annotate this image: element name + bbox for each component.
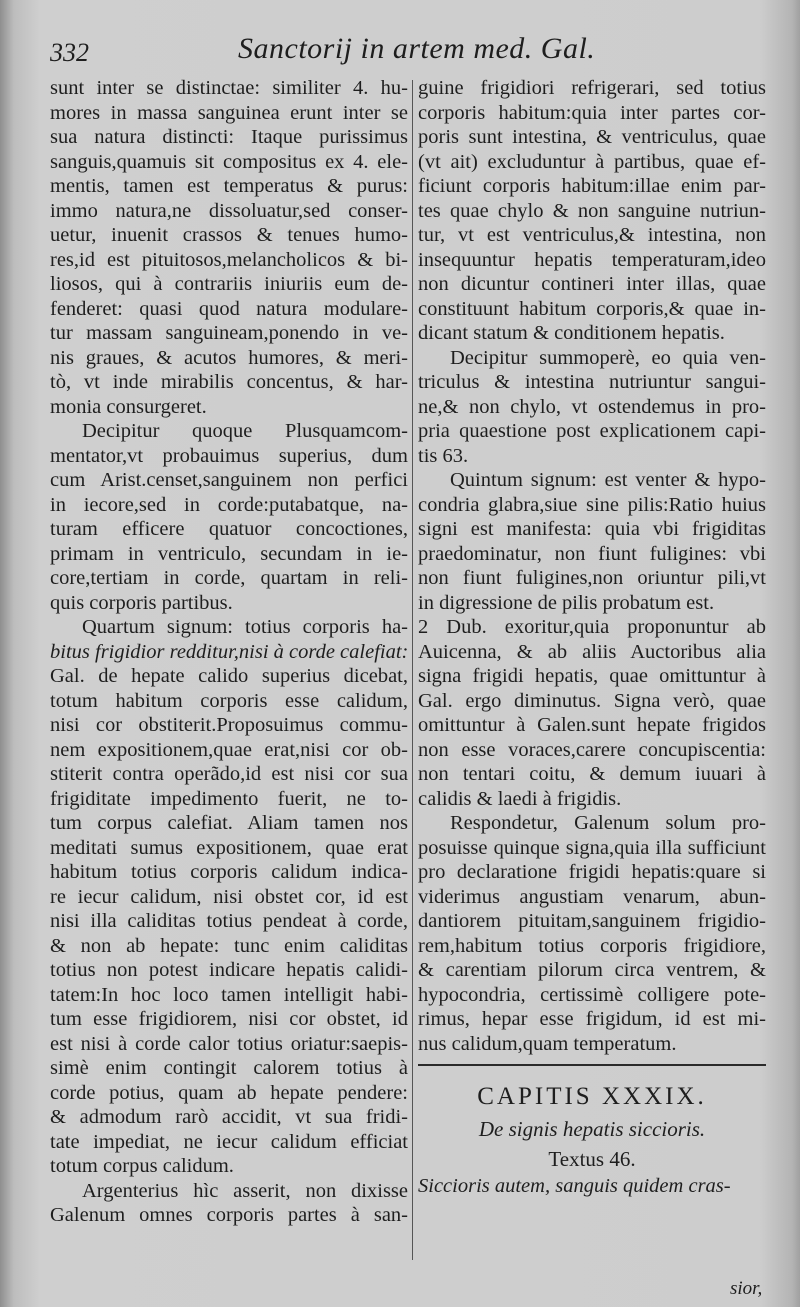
text-line: nisi cor obstiterit.Proposuimus commu- <box>50 714 408 736</box>
text-line: nis graues, & acutos humores, & meri- <box>50 346 408 369</box>
text-line: omittuntur à Galen.sunt hepate frigidos <box>418 714 766 736</box>
text-line: corde potius, quam ab hepate pendere: <box>50 1081 408 1104</box>
right-column <box>418 76 766 1199</box>
text-line: non dicuntur contineri inter illas, quae <box>418 273 766 295</box>
chapter-heading: CAPITIS XXXIX. <box>477 1083 707 1110</box>
text-line: turam efficere quatuor concoctiones, <box>50 518 408 540</box>
text-line: (vt ait) excluduntur à partibus, quae ef- <box>418 150 766 173</box>
text-line: dantiorem pituitam,sanguinem frigidio- <box>418 910 766 932</box>
text-line: res,id est pituitosos,melancholicos & bi- <box>50 248 408 271</box>
text-line: constituunt habitum corporis,& quae in- <box>418 297 766 320</box>
text-line: tur massam sanguineam,ponendo in ve- <box>50 322 408 344</box>
text-line: tum esse frigidiorem, nisi cor obstet, id <box>50 1008 408 1030</box>
text-line: hypocondria, certissimè colligere pote- <box>418 983 766 1006</box>
text-line: Respondetur, Galenum solum pro- <box>450 812 766 834</box>
text-line: Quintum signum: est venter & hypo- <box>450 469 766 491</box>
text-line: corporis habitum:quia inter partes cor- <box>418 101 766 124</box>
text-line: Decipitur summoperè, eo quia ven- <box>450 346 766 369</box>
running-title: Sanctorij in artem med. Gal. <box>238 32 596 65</box>
text-line: Galenum omnes corporis partes à san- <box>50 1204 408 1226</box>
text-line: totius non potest indicare hepatis calidi- <box>50 959 408 981</box>
text-line: & non ab hepate: tunc enim caliditas <box>50 934 408 957</box>
text-line: insequuntur hepatis temperaturam,ideo <box>418 248 766 271</box>
text-line: in digressione de pilis probatum est. <box>418 591 715 614</box>
text-line: mentis, tamen est temperatus & purus: <box>50 175 408 197</box>
text-line: Decipitur quoque Plusquamcom- <box>82 420 408 442</box>
text-line: praedominatur, non fiunt fuligines: vbi <box>418 542 766 565</box>
text-line: ficiunt corporis habitum:illae enim par- <box>418 175 766 197</box>
text-line: Argenterius hìc asserit, non dixisse <box>82 1179 408 1202</box>
text-line: nus calidum,quam temperatum. <box>418 1032 677 1055</box>
text-line: tate impediat, ne iecur calidum efficiat <box>50 1130 408 1153</box>
text-line: tur, vt est ventriculus,& intestina, non <box>418 224 766 246</box>
lemma-line: Siccioris autem, sanguis quidem cras- <box>418 1175 731 1197</box>
text-line: mentator,vt probauimus superius, dum <box>50 444 408 467</box>
text-line: rimus, hepar esse frigidum, id est mi- <box>418 1008 766 1030</box>
text-line: & admodum rarò accidit, vt sua fridi- <box>50 1106 408 1128</box>
left-column <box>50 76 408 1228</box>
text-line: 2 Dub. exoritur,quia proponuntur ab <box>418 616 766 638</box>
text-line: cum Arist.censet,sanguinem non perfici <box>50 469 408 491</box>
chapter-subtitle: De signis hepatis siccioris. <box>478 1117 706 1141</box>
textus-label: Textus 46. <box>548 1147 636 1171</box>
text-line: totum habitum corporis esse calidum, <box>50 689 408 712</box>
text-line: rem,habitum totius corporis frigidiore, <box>418 934 766 957</box>
column-divider <box>412 80 413 1260</box>
page-header <box>0 30 800 70</box>
text-line: quis corporis partibus. <box>50 591 233 614</box>
text-line: tis 63. <box>418 444 469 467</box>
text-line: non tentari coitu, & demum iuuari à <box>418 763 766 785</box>
text-line: tum corpus calefiat. Aliam tamen nos <box>50 812 408 834</box>
text-line: fenderet: quasi quod natura modulare- <box>50 297 408 320</box>
text-line: Gal. de hepate calido superius dicebat, <box>50 665 408 687</box>
text-line: immo natura,ne dissoluatur,sed conser- <box>50 199 408 222</box>
text-line: core,tertiam in corde, quartam in reli- <box>50 567 408 589</box>
chapter-rule <box>418 1064 766 1066</box>
text-line: Quartum signum: totius corporis ha- <box>82 616 408 638</box>
text-line: tes quae chylo & non sanguine nutriun- <box>418 199 766 222</box>
text-line: tatem:In hoc loco tamen intelligit habi- <box>50 983 408 1006</box>
text-line: sunt inter se distinctae: similiter 4. hu- <box>50 77 408 99</box>
text-line: tò, vt inde mirabilis concentus, & har- <box>50 371 408 393</box>
page-number: 332 <box>50 38 89 67</box>
text-line: dicant statum & conditionem hepatis. <box>418 322 725 344</box>
text-line: bitus frigidior redditur,nisi à corde calefiat: <box>50 640 408 663</box>
text-line: primam in ventriculo, secundam in ie- <box>50 542 408 565</box>
text-line: triculus & intestina nutriuntur sangui- <box>418 371 766 393</box>
text-line: & carentiam pilorum circa ventrem, & <box>418 959 766 981</box>
text-line: posuisse quinque signa,quia illa sufficiunt <box>418 836 766 859</box>
text-line: monia consurgeret. <box>50 395 207 418</box>
text-line: signa frigidi hepatis, quae omittuntur à <box>418 665 766 687</box>
text-line: guine frigidiori refrigerari, sed totius <box>418 77 766 99</box>
text-line: uetur, inuenit crassos & tenues humo- <box>50 224 408 246</box>
text-line: sanguis,quamuis sit compositus ex 4. ele- <box>50 150 408 173</box>
catchword: sior, <box>730 1278 763 1299</box>
text-line: signi est manifesta: quia vbi frigiditas <box>418 518 766 540</box>
text-line: re iecur calidum, nisi obstet cor, id est <box>50 885 408 908</box>
text-line: mores in massa sanguinea erunt inter se <box>50 101 408 124</box>
text-line: nem expositionem,quae erat,nisi cor ob- <box>50 738 408 761</box>
text-line: est nisi à corde calor totius oriatur:saepis- <box>50 1032 408 1055</box>
text-line: condria glabra,siue sine pilis:Ratio huius <box>418 493 766 516</box>
text-line: frigiditate impedimento fuerit, ne to- <box>50 787 408 810</box>
text-line: pria quaestione post explicationem capi- <box>418 420 766 442</box>
text-line: simè enim contingit calorem totius à <box>50 1057 408 1079</box>
text-line: Gal. ergo diminutus. Signa verò, quae <box>418 689 766 712</box>
text-line: sua natura distincti: Itaque purissimus <box>50 126 408 148</box>
text-line: meditati sumus expositionem, quae erat <box>50 836 408 859</box>
text-line: calidis & laedi à frigidis. <box>418 787 622 810</box>
text-line: non esse voraces,carere concupiscentia: <box>418 738 766 761</box>
text-line: liosos, qui à contrariis iniuriis eum de- <box>50 273 408 295</box>
text-line: poris sunt intestina, & ventriculus, quae <box>418 126 766 148</box>
text-line: Auicenna, & ab aliis Auctoribus alia <box>418 640 766 663</box>
text-line: totum corpus calidum. <box>50 1155 234 1177</box>
text-line: nisi illa caliditas totius pendeat à corde, <box>50 910 408 932</box>
text-line: habitum totius corporis calidum indica- <box>50 861 408 883</box>
text-line: in iecore,sed in corde:putabatque, na- <box>50 493 408 516</box>
text-line: ne,& non chylo, vt ostendemus in pro- <box>418 395 766 418</box>
text-line: pro declaratione frigidi hepatis:quare si <box>418 861 766 883</box>
text-line: non fiunt fuligines,non oriuntur pili,vt <box>418 567 766 589</box>
text-line: viderimus angustiam venarum, abun- <box>418 885 766 908</box>
text-line: stiterit contra operãdo,id est nisi cor sua <box>50 763 408 785</box>
